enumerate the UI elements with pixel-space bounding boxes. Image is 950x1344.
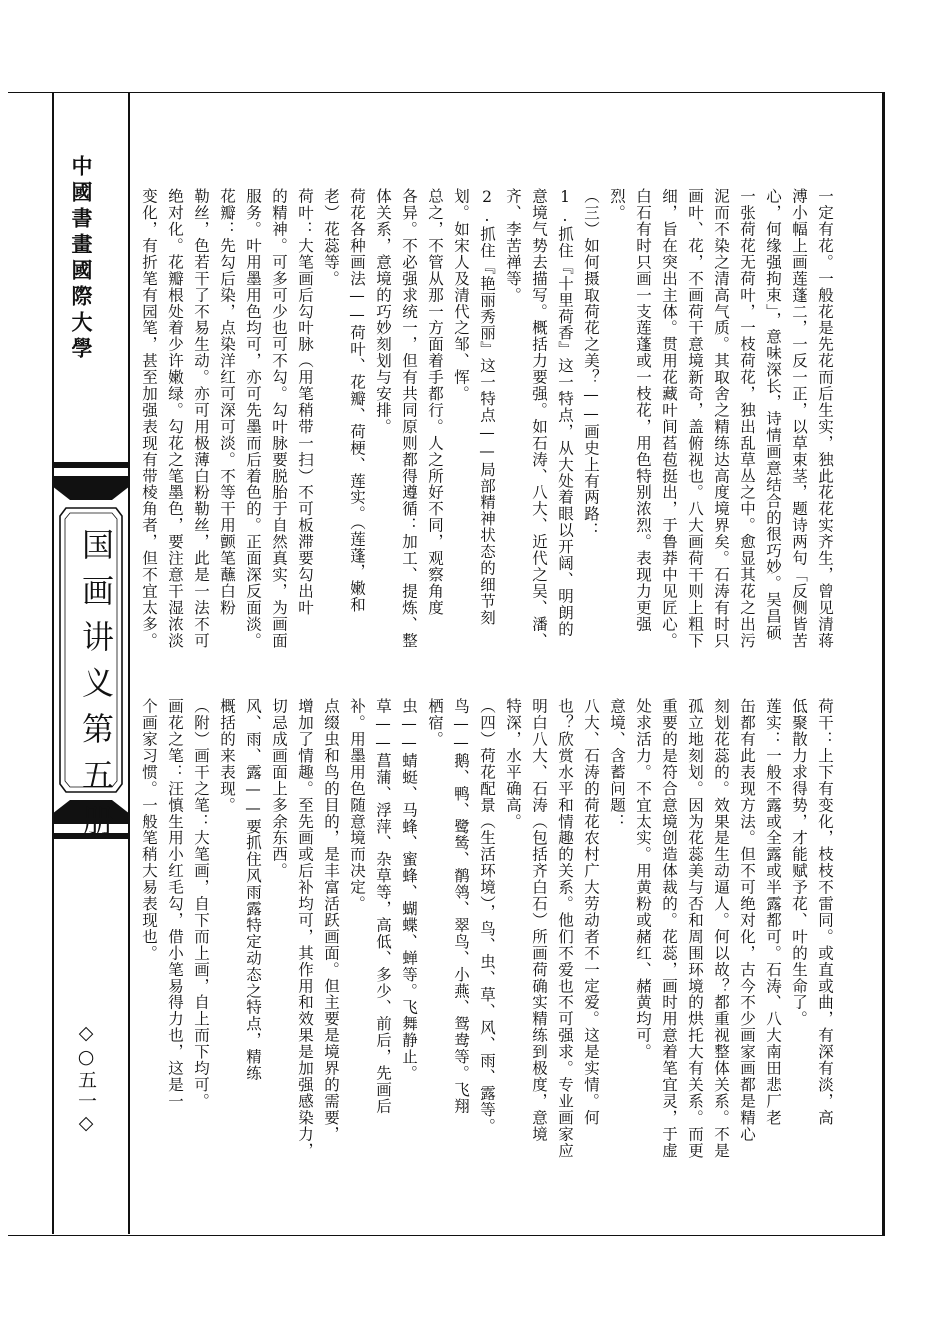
section-heading: （三）如何摄取荷花之美？——画史上有两路： (582, 188, 600, 539)
text-column: 烈。 (608, 188, 626, 221)
text-column: 重要的是符合意境创造体裁的。花蕊，画时用意着笔宜灵，于虚 (660, 698, 678, 1159)
text-column: 一定有花。一般花是先花而后生实，独此花花实齐生，曾见清蒋 (816, 188, 834, 649)
text-column: 的精神。可多可少也可不勾。勾叶脉要脱胎于自然真实，为画面 (270, 188, 288, 649)
text-column: 意境气势去描写。概括力要强。如石涛、八大、近代之吴、潘、 (530, 188, 548, 649)
text-column: 总之，不管从那一方面着手都行。人之所好不同，观察角度 (426, 188, 444, 616)
text-column: 八大、石涛的荷花农村广大劳动者不一定爱。这是实情。何 (582, 698, 600, 1126)
text-column: 切忌成画面上多余东西。 (270, 698, 288, 879)
text-column: 溥小幅上画莲蓬二，一反一正，以草束茎，题诗两句「反侧皆苦 (790, 188, 808, 649)
text-column: 栖宿。 (426, 698, 444, 748)
text-column: 各异。不必强求统一，但有共同原则都得遵循：加工、提炼、整 (400, 188, 418, 649)
text-column: 孤立地刻划。因为花蕊美与否和周围环境的烘托大有关系。而更 (686, 698, 704, 1159)
book-title: 国画讲义第五册 (77, 528, 115, 850)
text-column: 白石有时只画一支莲蓬或一枝花，用色特别浓烈。表现力更强 (634, 188, 652, 633)
text-column: 刻划花蕊的。效果是生动逼人。何以故？都重视整体关系。不是 (712, 698, 730, 1159)
text-column: 处求活力。不宜太实。用黄粉或赭红、赭黄均可。 (634, 698, 652, 1060)
text-column: 服务。叶用墨用色均可，亦可先墨而后着色的。正面深反面淡。 (244, 188, 262, 649)
text-column: 划。如宋人及清代之邹、恽。 (452, 188, 470, 402)
text-column: 增加了情趣。至先画或后补均可，其作用和效果是加强感染力， (296, 698, 314, 1159)
text-column: 低聚散力求得势，才能赋予花、叶的生命了。 (790, 698, 808, 1027)
text-column: 体关系，意境的巧妙刻划与安排。 (374, 188, 392, 435)
text-column: 心，何缘强拘束」，意味深长，诗情画意结合的很巧妙。吴昌硕 (764, 188, 782, 641)
text-column: 缶都有此表现方法。但不可绝对化，古今不少画家画都是精心 (738, 698, 756, 1143)
text-column: 概括的来表现。 (218, 698, 236, 814)
section-heading: 意境、含蓄问题： (608, 698, 626, 830)
text-column: 齐、李苦禅等。 (504, 188, 522, 304)
text-column: 变化，有折笔有园笔，甚至加强表现有带棱角者，但不宜太多。 (140, 188, 158, 649)
text-column: 特深，水平确高。 (504, 698, 522, 830)
text-column: 也？欣赏水平和情趣的关系。他们不爱也不可强求。专业画家应 (556, 698, 574, 1159)
text-column: （附）画干之笔：大笔画，自下而上画，自上而下均可。 (192, 698, 210, 1110)
text-column: 一张荷花无荷叶，一枝荷花，独出乱草丛之中。愈显其花之出污 (738, 188, 756, 649)
text-column: 2.抓住『艳丽秀丽』这一特点——局部精神状态的细节刻 (478, 188, 496, 626)
text-column: 补。用墨用色随意境而决定。 (348, 698, 366, 912)
text-column: 荷干：上下有变化，枝枝不雷同。或直或曲，有深有淡，高 (816, 698, 834, 1126)
text-column: 莲实：一般不露或全露或半露都可。石涛、八大南田悲厂老 (764, 698, 782, 1126)
text-column: 绝对化。花瓣根处着少许嫩绿。勾花之笔墨色，要注意干湿浓淡 (166, 188, 184, 649)
text-column: 泥而不染之清高气质。其取舍之精练达高度境界矣。石涛有时只 (712, 188, 730, 649)
text-column: 虫——蜻蜓、马蜂、蜜蜂、蝴蝶、蝉等。飞舞静止。 (400, 698, 418, 1082)
institution-name: 中國書畫國際大學 (69, 155, 94, 363)
text-column: 细，旨在突出主体。贯用花藏叶间萏苞挺出，于鲁莽中见匠心。 (660, 188, 678, 649)
text-column: 风、雨、露——要抓住风雨露特定动态之特点，精练 (244, 698, 262, 1082)
text-column: 画叶、花，不画荷干意境新奇，盖俯视也。八大画荷干则上粗下 (686, 188, 704, 649)
text-column: 荷花各种画法——荷叶、花瓣、荷梗、莲实。（莲蓬，嫩和 (348, 188, 366, 613)
text-column: 鸟——鹅、鸭、鹭鸶、鹡鸰、翠鸟、小燕、鸳鸯等。飞翔 (452, 698, 470, 1115)
page-number: ◇○五一◇ (75, 1022, 97, 1136)
text-column: 明白八大、石涛（包括齐白石）所画荷确实精练到极度，意境 (530, 698, 548, 1143)
text-column: 个画家习惯。一般笔稍大易表现也。 (140, 698, 158, 962)
text-column: 花瓣：先勾后染，点染洋红可深可淡。不等干用颤笔蘸白粉 (218, 188, 236, 616)
text-column: 点缀虫和鸟的目的，是丰富活跃画面。但主要是境界的需要， (322, 698, 340, 1143)
text-column: 荷叶：大笔画后勾叶脉（用笔稍带一扫）不可板滞要勾出叶 (296, 188, 314, 616)
text-column: 老）花蕊等。 (322, 188, 340, 287)
text-column: 画花之笔：汪慎生用小红毛勾，借小笔易得力也，这是一 (166, 698, 184, 1110)
text-column: 草——菖蒲、浮萍、杂草等，高低、多少、前后，先画后 (374, 698, 392, 1115)
text-column: 勒丝，色若干了不易生动。亦可用极薄白粉勒丝，此是一法不可 (192, 188, 210, 649)
section-heading: （四）荷花配景（生活环境），鸟、虫、草、风、雨、露等。 (478, 698, 496, 1135)
text-column: 1.抓住『十里荷香』这一特点，从大处着眼以开阔、明朗的 (556, 188, 574, 638)
